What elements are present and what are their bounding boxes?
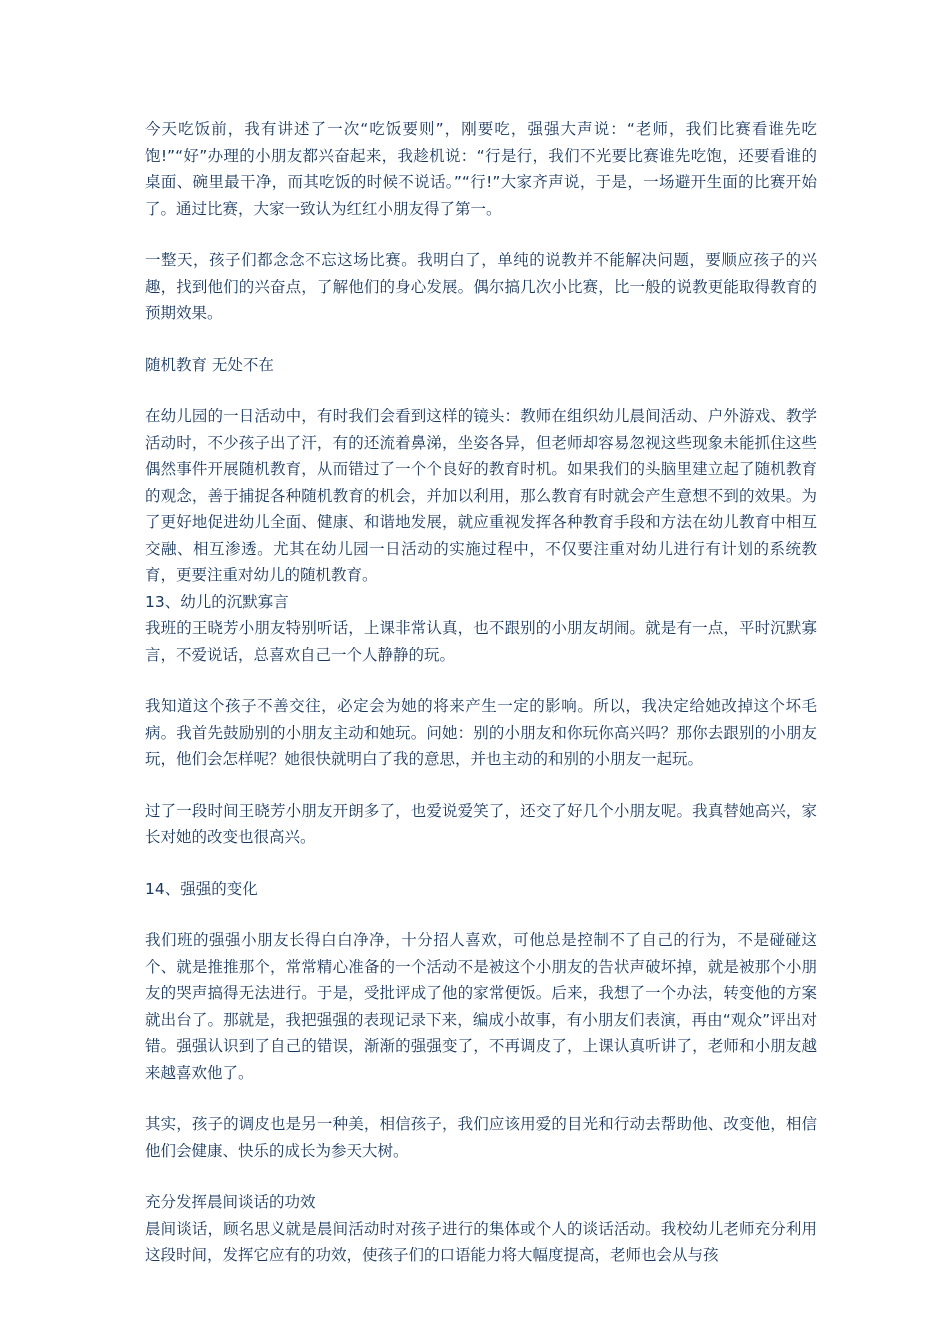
paragraph-morning-talk: 晨间谈话，顾名思义就是晨间活动时对孩子进行的集体或个人的谈话活动。我校幼儿老师充分利用这段时间，发挥它应有的功效，使孩子们的口语能力将大幅度提高，老师也会从与孩 <box>145 1219 817 1264</box>
paragraph-contest-reflection: 一整天，孩子们都念念不忘这场比赛。我明白了，单纯的说教并不能解决问题，要顺应孩子的兴趣，找到他们的兴奋点，了解他们的身心发展。偶尔搞几次小比赛，比一般的说教更能取得教育的预期效果。 <box>145 251 817 322</box>
heading-morning-talk: 充分发挥晨间谈话的功效 <box>145 1193 316 1211</box>
paragraph-random-education: 在幼儿园的一日活动中，有时我们会看到这样的镜头：教师在组织幼儿晨间活动、户外游戏、教学活动时，不少孩子出了汗，有的还流着鼻涕，坐姿各异，但老师却容易忽视这些现象未能抓住这些偶然事件开展随机教育，从而错过了一个个良好的教育时机。如果我们的头脑里建立起了随机教育的观念，善于捕捉各种随机教育的机会，并加以利用，那么教育有时就会产生意想不到的效果。为了更好地促进幼儿全面、健康、和谐地发展，就应重视发挥各种教育手段和方法在幼儿教育中相互交融、相互渗透。尤其在幼儿园一日活动的实施过程中，不仅要注重对幼儿进行有计划的系统教育，更要注重对幼儿的随机教育。 <box>145 407 817 584</box>
paragraph-lunch-contest: 今天吃饭前，我有讲述了一次“吃饭要则”，刚要吃，强强大声说：“老师，我们比赛看谁先吃饱!”“好”办理的小朋友都兴奋起来，我趁机说：“行是行，我们不光要比赛谁先吃饱，还要看谁的桌面、碗里最干净，而其吃饭的时候不说话。”“行!”大家齐声说，于是，一场避开生面的比赛开始了。通过比赛，大家一致认为红红小朋友得了第一。 <box>145 120 817 218</box>
document-body <box>145 116 817 1269</box>
paragraph-child-improved: 过了一段时间王晓芳小朋友开朗多了，也爱说爱笑了，还交了好几个小朋友呢。我真替她高兴，家长对她的改变也很高兴。 <box>145 801 817 846</box>
heading-random-education: 随机教育 无处不在 <box>145 355 274 374</box>
paragraph-quiet-child: 我班的王晓芳小朋友特别听话，上课非常认真，也不跟别的小朋友胡闹。就是有一点，平时沉默寡言，不爱说话，总喜欢自己一个人静静的玩。 <box>145 619 817 664</box>
heading-section-13: 13、幼儿的沉默寡言 <box>145 592 289 611</box>
paragraph-encourage-play: 我知道这个孩子不善交往，必定会为她的将来产生一定的影响。所以，我决定给她改掉这个坏毛病。我首先鼓励别的小朋友主动和她玩。问她：别的小朋友和你玩你高兴吗？那你去跟别的小朋友玩，他们会怎样呢？她很快就明白了我的意思，并也主动的和别的小朋友一起玩。 <box>145 697 817 768</box>
paragraph-qiangqiang-change: 我们班的强强小朋友长得白白净净，十分招人喜欢，可他总是控制不了自己的行为，不是碰碰这个、就是推推那个，常常精心准备的一个活动不是被这个小朋友的告状声破坏掉，就是被那个小朋友的哭声搞得无法进行。于是，受批评成了他的家常便饭。后来，我想了一个办法，转变他的方案就出台了。那就是，我把强强的表现记录下来，编成小故事，有小朋友们表演，再由“观众”评出对错。强强认识到了自己的错误，渐渐的强强变了，不再调皮了，上课认真听讲了，老师和小朋友越来越喜欢他了。 <box>145 931 817 1082</box>
heading-section-14: 14、强强的变化 <box>145 879 258 898</box>
paragraph-naughtiness-beauty: 其实，孩子的调皮也是另一种美，相信孩子，我们应该用爱的目光和行动去帮助他、改变他，相信他们会健康、快乐的成长为参天大树。 <box>145 1115 817 1160</box>
